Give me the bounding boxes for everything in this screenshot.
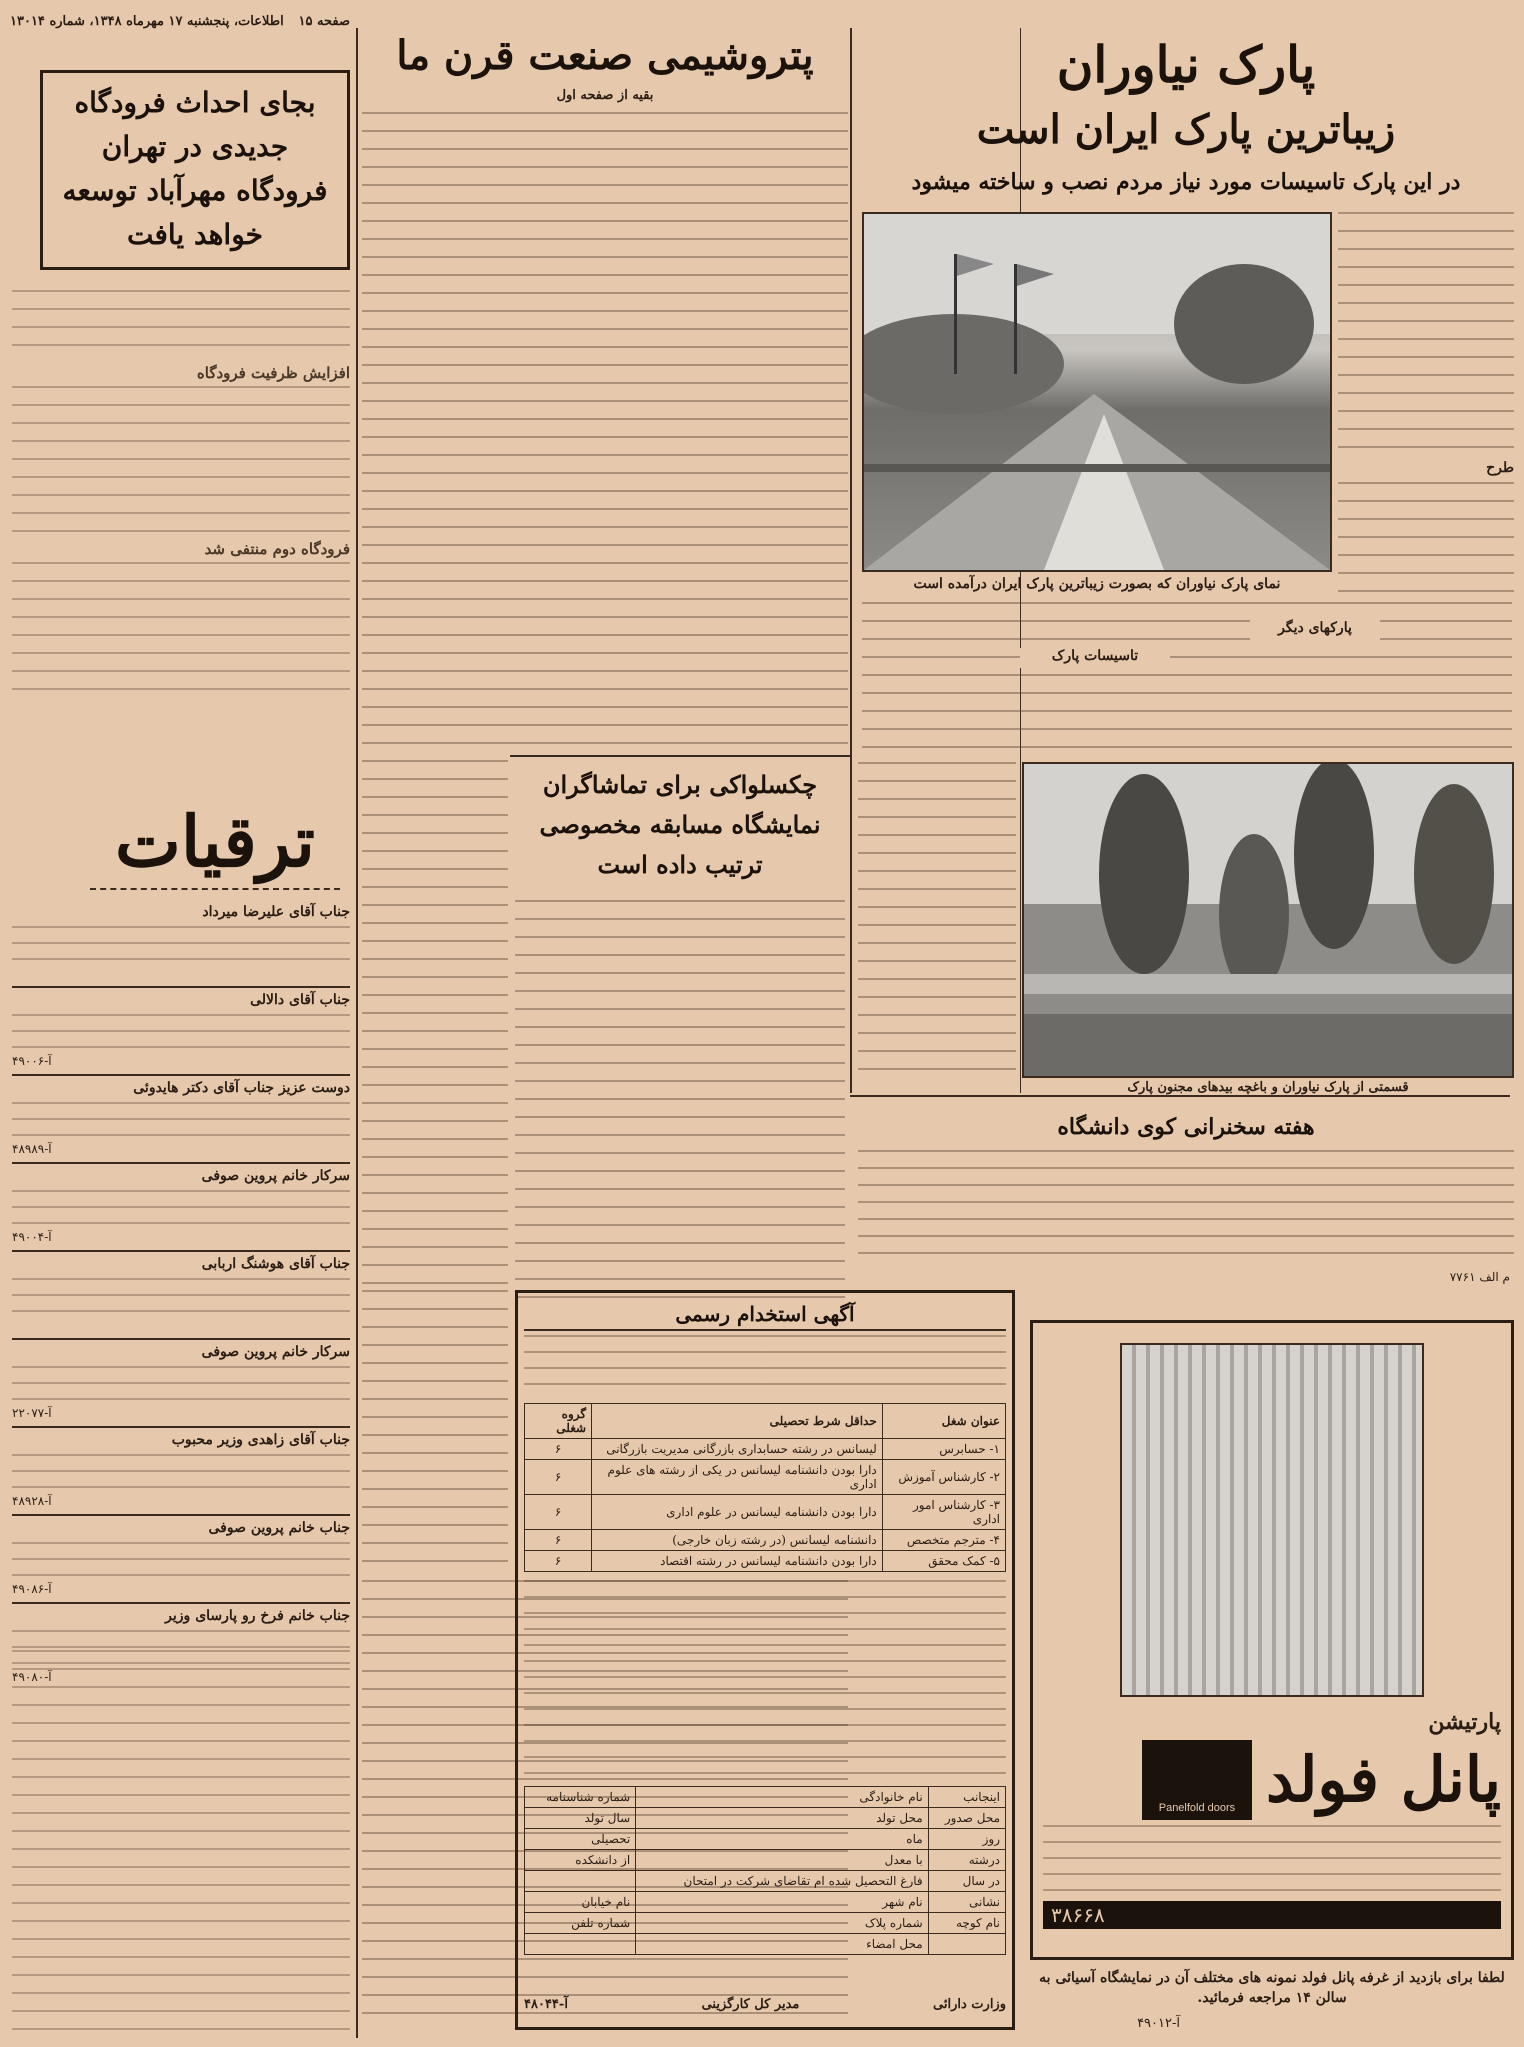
form-row: محل صدور محل تولد سال تولد — [525, 1808, 1006, 1829]
list-item: سرکار خانم پروین صوفی آ-۲۲۰۷۷ — [12, 1340, 350, 1428]
form-row: درشته با معدل از دانشکده — [525, 1850, 1006, 1871]
panelfold-brand: پانل فولد — [1265, 1743, 1501, 1816]
airport-subhead1: افزایش ظرفیت فرودگاه — [196, 364, 350, 382]
park-subhead-tasisat: تاسیسات پارک — [1020, 648, 1170, 668]
table-row: ۱- حسابرس لیسانس در رشته حسابداری بازرگانی مدیریت بازرگانی ۶ — [525, 1439, 1006, 1460]
park-photo-2-caption: قسمتی از پارک نیاوران و باغچه بیدهای مجنون پارک — [1127, 1080, 1409, 1095]
petro-body — [362, 112, 848, 752]
airport-title-line1: بجای احداث فرودگاه — [74, 86, 316, 119]
col-header: حداقل شرط تحصیلی — [592, 1404, 883, 1439]
airport-headline-box — [40, 70, 350, 270]
list-item: جناب آقای زاهدی وزیر محبوب آ-۴۸۹۲۸ — [12, 1428, 350, 1516]
university-title: هفته سخنرانی کوی دانشگاه — [1057, 1114, 1315, 1140]
panelfold-ref: آ-۴۹۰۱۲ — [1137, 2016, 1180, 2031]
petro-body-lower2 — [362, 1290, 508, 1570]
panelfold-brand-row — [1043, 1735, 1501, 1825]
list-item: دوست عزیز جناب آقای دکتر هایدوئی آ-۴۸۹۸۹ — [12, 1076, 350, 1164]
table-row: ۴- مترجم متخصص دانشنامه لیسانس (در رشته زبان خارجی) ۶ — [525, 1530, 1006, 1551]
panelfold-photo — [1120, 1343, 1424, 1697]
list-item: جناب آقای دالالی آ-۴۹۰۰۶ — [12, 988, 350, 1076]
dateline: اطلاعات، پنجشنبه ۱۷ مهرماه ۱۳۴۸، شماره ۱۳۰۱۴ — [10, 14, 284, 29]
park-photo-2-image — [1024, 764, 1512, 1076]
petro-title: پتروشیمی صنعت قرن ما — [396, 32, 814, 79]
park-subhead-other: پارکهای دیگر — [1250, 620, 1380, 640]
employment-ad-form — [524, 1786, 1006, 1955]
taraqiyat-list — [12, 900, 350, 1684]
employment-ad — [515, 1290, 1015, 2030]
list-item: جناب خانم فرخ رو پارسای وزیر آ-۴۹۰۸۰ — [12, 1608, 350, 1684]
panelfold-note: لطفا برای بازدید از غرفه پانل فولد نمونه های مختلف آن در نمایشگاه آسیائی به سالن ۱۴ مراجعه فرمائید. — [1039, 1970, 1505, 2006]
list-item: جناب آقای علیرضا میرداد — [12, 900, 350, 988]
column-rule — [356, 28, 358, 2038]
employment-ad-footer: وزارت دارائی مدیر کل کارگزینی آ-۴۸۰۴۴ — [524, 1997, 1006, 2012]
panelfold-ad — [1030, 1320, 1514, 1960]
park-photo-1-caption: نمای پارک نیاوران که بصورت زیباترین پارک ایران درآمده است — [913, 576, 1281, 592]
airport-title-line4: خواهد یافت — [127, 218, 263, 251]
column-rule — [850, 28, 852, 1093]
airport-subhead2: فرودگاه دوم منتفی شد — [204, 540, 350, 558]
form-row: روز ماه تحصیلی — [525, 1829, 1006, 1850]
table-row: ۵- کمک محقق دارا بودن دانشنامه لیسانس در رشته اقتصاد ۶ — [525, 1551, 1006, 1572]
airport-body — [12, 290, 350, 700]
taraqiyat-title: ترقیات — [90, 800, 340, 890]
airport-title-line3: فرودگاه مهرآباد توسعه — [62, 174, 328, 207]
list-item: جناب خانم پروین صوفی آ-۴۹۰۸۶ — [12, 1516, 350, 1604]
university-body — [858, 1150, 1514, 1268]
park-photo-1-image — [864, 214, 1330, 570]
park-photo-2 — [1022, 762, 1514, 1078]
panelfold-logo: Panelfold doors — [1142, 1740, 1252, 1820]
park-right-text — [1338, 212, 1514, 592]
park-lower-text — [862, 602, 1512, 752]
park-subtitle: زیباترین پارک ایران است — [976, 106, 1396, 153]
col-header: گروه شغلی — [525, 1404, 592, 1439]
table-row: ۲- کارشناس آموزش دارا بودن دانشنامه لیسانس در یکی از رشته های علوم اداری ۶ — [525, 1460, 1006, 1495]
panelfold-phone: ۳۸۶۶۸ — [1043, 1901, 1501, 1929]
form-row: در سال فارغ التحصیل شده ام تقاضای شرکت در امتحان — [525, 1871, 1006, 1892]
airport-title-line2: جدیدی در تهران — [101, 130, 289, 163]
page-header — [10, 14, 350, 44]
czech-body — [515, 900, 845, 1300]
petro-kicker: بقیه از صفحه اول — [556, 88, 654, 103]
form-row: نام کوچه شماره پلاک شماره تلفن — [525, 1913, 1006, 1934]
employment-ad-table — [524, 1403, 1006, 1572]
col-header: عنوان شغل — [882, 1404, 1005, 1439]
list-item: سرکار خانم پروین صوفی آ-۴۹۰۰۴ — [12, 1164, 350, 1252]
left-bottom-text — [12, 1650, 350, 2030]
park-deck: در این پارک تاسیسات مورد نیاز مردم نصب و ساخته میشود — [911, 169, 1461, 195]
panelfold-brand-prefix: پارتیشن — [1428, 1709, 1501, 1735]
list-item: جناب آقای هوشنگ اربابی — [12, 1252, 350, 1340]
form-row: نشانی نام شهر نام خیابان — [525, 1892, 1006, 1913]
form-row: محل امضاء — [525, 1934, 1006, 1955]
employment-ad-title: آگهی استخدام رسمی — [524, 1299, 1006, 1331]
park-photo-2-sidetext — [858, 762, 1016, 1078]
park-subhead-tarh: طرح — [1338, 460, 1514, 480]
form-row: اینجانب نام خانوادگی شماره شناسنامه — [525, 1787, 1006, 1808]
table-row: ۳- کارشناس امور اداری دارا بودن دانشنامه لیسانس در علوم اداری ۶ — [525, 1495, 1006, 1530]
park-photo-1 — [862, 212, 1332, 572]
czech-headline: چکسلواکی برای تماشاگران نمایشگاه مسابقه مخصوصی ترتیب داده است — [539, 770, 821, 879]
section-rule — [510, 755, 850, 757]
page-number: صفحه ۱۵ — [298, 14, 350, 29]
university-ref: م الف ۷۷۶۱ — [1449, 1270, 1510, 1284]
petro-body-lower — [362, 760, 508, 1285]
park-title: پارک نیاوران — [1056, 35, 1316, 94]
